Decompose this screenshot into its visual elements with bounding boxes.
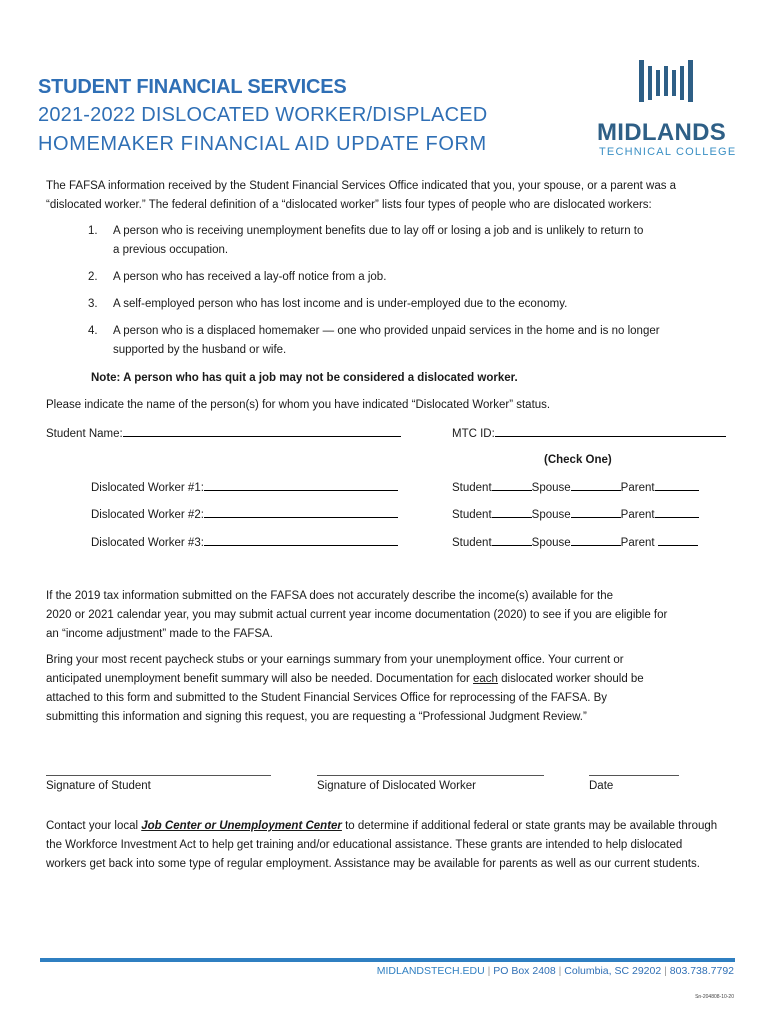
worker-3-spouse-check[interactable] (571, 533, 621, 546)
option-student: Student (452, 537, 492, 549)
form-code: Sn-204808-10-20 (695, 994, 734, 1000)
footer-phone: 803.738.7792 (669, 965, 734, 977)
list-text: A person who has received a lay-off notice from a job. (113, 271, 387, 283)
footer-address: PO Box 2408 (493, 965, 556, 977)
list-number: 4. (88, 325, 98, 337)
worker-signature-label: Signature of Dislocated Worker (317, 780, 476, 792)
footer-separator: | (664, 965, 667, 977)
worker-label: Dislocated Worker #2: (91, 509, 204, 521)
worker-1-spouse-check[interactable] (571, 478, 621, 491)
indicate-instruction: Please indicate the name of the person(s) for whom you have indicated “Dislocated Worker” status. (46, 399, 551, 411)
tax-line: an “income adjustment” made to the FAFSA. (46, 628, 273, 640)
footer-separator: | (487, 965, 491, 977)
doc-line: Bring your most recent paycheck stubs or your earnings summary from your unemployment office. Your current or (46, 654, 624, 666)
student-signature-line[interactable] (46, 775, 271, 776)
tax-paragraph (46, 587, 736, 644)
worker-3-name-field[interactable] (204, 533, 398, 546)
dislocated-worker-2-row (91, 505, 398, 525)
definition-item-3 (88, 295, 728, 314)
documentation-paragraph (46, 651, 736, 727)
doc-line: submitting this information and signing this request, you are requesting a “Professional Judgment Review.” (46, 711, 587, 723)
note-text: Note: A person who has quit a job may not be considered a dislocated worker. (91, 372, 518, 384)
definition-item-1 (88, 222, 728, 260)
option-student: Student (452, 482, 492, 494)
form-title-line3: HOMEMAKER FINANCIAL AID UPDATE FORM (38, 133, 487, 155)
footer-city: Columbia, SC 29202 (564, 965, 662, 977)
student-signature-label: Signature of Student (46, 780, 151, 792)
worker-2-spouse-check[interactable] (571, 505, 621, 518)
list-text: a previous occupation. (113, 244, 229, 256)
worker-label: Dislocated Worker #3: (91, 537, 204, 549)
contact-paragraph (46, 817, 746, 874)
form-title-line2: 2021-2022 DISLOCATED WORKER/DISPLACED (38, 104, 488, 126)
definition-item-2 (88, 268, 728, 287)
mtc-id-label: MTC ID: (452, 428, 495, 440)
worker-1-name-field[interactable] (204, 478, 398, 491)
form-title-line1: STUDENT FINANCIAL SERVICES (38, 76, 347, 98)
dislocated-worker-1-row (91, 478, 398, 498)
worker-3-parent-check[interactable] (658, 533, 698, 546)
student-name-field[interactable] (123, 424, 401, 437)
tax-line: 2020 or 2021 calendar year, you may submit actual current year income documentation (2020) to see if you are eligible for (46, 609, 668, 621)
student-name-row (46, 424, 401, 444)
option-spouse: Spouse (531, 537, 571, 549)
list-text: A person who is receiving unemployment benefits due to lay off or losing a job and is unlikely to return to (113, 225, 644, 237)
date-line[interactable] (589, 775, 679, 776)
contact-text: Contact your local (46, 820, 142, 832)
logo-subtitle: TECHNICAL COLLEGE (599, 146, 737, 158)
mtc-id-row (452, 424, 726, 444)
date-label: Date (589, 780, 614, 792)
job-center-link[interactable]: Job Center or Unemployment Center (141, 820, 342, 832)
contact-text: to determine if additional federal or state grants may be available through (341, 820, 718, 832)
student-name-label: Student Name: (46, 428, 123, 440)
definition-item-4 (88, 322, 728, 360)
logo-name: MIDLANDS (597, 119, 727, 146)
option-parent: Parent (620, 509, 655, 521)
worker-2-name-field[interactable] (204, 505, 398, 518)
doc-line (46, 670, 736, 689)
worker-signature-line[interactable] (317, 775, 544, 776)
worker-2-parent-check[interactable] (655, 505, 699, 518)
doc-text: dislocated worker should be (497, 673, 644, 685)
worker-3-relationship (452, 533, 698, 553)
contact-line: the Workforce Investment Act to help get training and/or educational assistance. These grants are intended to help dislocated (46, 839, 683, 851)
list-number: 1. (88, 225, 98, 237)
option-spouse: Spouse (531, 509, 571, 521)
building-columns-icon (637, 56, 697, 108)
intro-paragraph (46, 177, 736, 215)
footer-contact (0, 965, 734, 977)
list-text: A person who is a displaced homemaker — one who provided unpaid services in the home and is no longer (113, 325, 660, 337)
intro-line: “dislocated worker.” The federal definition of a “dislocated worker” lists four types of people who are dislocated workers: (46, 199, 652, 211)
worker-2-student-check[interactable] (492, 505, 532, 518)
worker-1-student-check[interactable] (492, 478, 532, 491)
list-text: supported by the husband or wife. (113, 344, 287, 356)
mtc-id-field[interactable] (495, 424, 726, 437)
intro-line: The FAFSA information received by the Student Financial Services Office indicated that you, your spouse, or a parent was a (46, 180, 677, 192)
footer-website[interactable]: MIDLANDSTECH.EDU (376, 965, 485, 977)
option-student: Student (452, 509, 492, 521)
worker-2-relationship (452, 505, 699, 525)
worker-label: Dislocated Worker #1: (91, 482, 204, 494)
tax-line: If the 2019 tax information submitted on the FAFSA does not accurately describe the income(s) available for the (46, 590, 614, 602)
contact-line (46, 817, 746, 836)
list-number: 2. (88, 271, 98, 283)
contact-line: workers get back into some type of regular employment. Assistance may be available for parents as well as our current students. (46, 858, 700, 870)
option-parent: Parent (620, 537, 658, 549)
dislocated-worker-3-row (91, 533, 398, 553)
list-number: 3. (88, 298, 98, 310)
option-parent: Parent (620, 482, 655, 494)
worker-1-relationship (452, 478, 699, 498)
doc-line: attached to this form and submitted to the Student Financial Services Office for reprocessing of the FAFSA. By (46, 692, 608, 704)
doc-emphasis: each (473, 673, 498, 685)
check-one-label: (Check One) (544, 454, 612, 466)
footer-divider (40, 958, 735, 962)
option-spouse: Spouse (531, 482, 571, 494)
doc-text: anticipated unemployment benefit summary will also be needed. Documentation for (46, 673, 474, 685)
worker-1-parent-check[interactable] (655, 478, 699, 491)
list-text: A self-employed person who has lost income and is under-employed due to the economy. (113, 298, 568, 310)
footer-separator: | (558, 965, 562, 977)
worker-3-student-check[interactable] (492, 533, 532, 546)
